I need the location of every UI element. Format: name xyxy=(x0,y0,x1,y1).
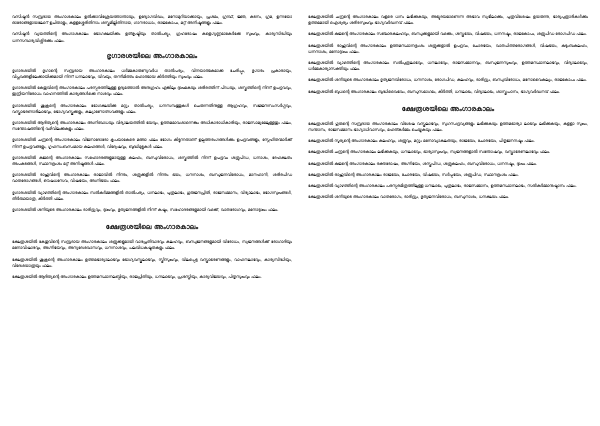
paragraph: ക്ഷേത്രശയിൽ സൂര്യന്റെ അംഗാരകാലം കലഹവും, ശത്രുവും, മറ്റും മനോവ്യാകുലതയും, രാജഭയം, ചോരഭയം, പിതൃജനനഷ്ടം ഫലം. xyxy=(308,138,535,144)
paragraph: ക്ഷേത്രശയിൽ ആദിത്യന്റെ അംഗാരകാലം ഉത്തമസ്ഥാനലബ്ധിയും, രാജപ്രീതിയും, ധനലാഭവും, പ്രശസ്തിയും, കാര്യവിജയവും, പിതൃസുഖവും ഫലം. xyxy=(12,274,262,280)
paragraph: ക്ഷേത്രശയിൽ വ്യാഴത്തിന്റെ അംഗാരകാലം പരസ്പരമിത്രത്തിലുള്ള ധനലാഭം, പുത്രലാഭം, രാജസമ്മാനം, ഉത്തമസ്ഥാനലാഭം, സൽകർമ്മാനുഷ്ഠാനം ഫലം. xyxy=(308,183,577,189)
paragraph: ഭൃഗാരശയിൽ രാഹുവിന്റെ അംഗാരകാലം രാജാവിൽ നിന്നും, ശത്രുക്കളിൽ നിന്നും ഭയം, ധനനാശം, ബന്ധുജനവിരോധം, മാനഹാനി, ശരീരപീഡ വാതരോഗങ്ങൾ, ഔഷധസേവ, വിഷഭയം, അഗ്നിഭയം ഫലം. xyxy=(12,172,292,184)
paragraph: ഭൃഗാരശയിൽ ശുക്രന്റെ അംഗാരകാലം ഭോഗക്ഷയിക്കു മറ്റും താൽപര്യും, ധനസമ്പത്തുകൾ ചെരുന്നതിനുള്ള ആഗ്രഹവും, സജ്ജനസംസർഗ്ഗവും, വസ്ത്രാഭരണാദിലാഭവും, ഭോഗ്യവസ്തുക്കളും, കല്യാണോത്സവങ്ങളും ഫലം. xyxy=(12,102,292,114)
section-heading: ക്ഷേത്രശയിലെ അംഗാരകാലം xyxy=(401,104,495,113)
right-column xyxy=(308,14,588,416)
paragraph: ക്ഷേത്രശയിൽ ബുധന്റെ അംഗാരകാലം ബുദ്ധിവൈഭവം, ബന്ധുസമാഗമം, കീർത്തി, ധനലാഭം, വിദ്യാലാഭം, ശാസ്ത്രപഠനം, ഭാഗ്യവർദ്ധനവ് ഫലം. xyxy=(308,88,561,94)
paragraph: ഭൃഗാരശയിൽ ആദിത്യന്റെ അംഗാരകാലം അഗ്നിബാധയും വിദ്യാലയത്തിൽ ഭയവും, ഉത്തമമാവശാന്നെങ്കും അധികാരാധികാരിയും, രാജസാമ്യമേലുള്ളതും ഫലം, സന്തോഷത്തിന്റെ വഴിവിലക്കുകളും ഫലം. xyxy=(12,120,292,132)
paragraph: ക്ഷേത്രശയിൽ ശുക്രന്റെ അംഗാരകാലം ഉത്തമഭാര്യാലാഭവും ഭോഗ്യവസ്തുലാഭവും, സ്ത്രീസുഖവും, വിലപ്പെട്ട വസ്ത്രാഭരണങ്ങളും, വാഹനലാഭവും, കാര്യസിദ്ധിയും, വിദേശയാത്രയും ഫലം. xyxy=(12,256,292,268)
paragraph: ഭൃഗാരശയിൽ ശനിയുടെ അംഗാരകാലം ദാരിദ്ര്യവും, ദുഃഖവും, ഭൃത്യജനങ്ങളിൽ നിന്ന് കഷ്ടം, സഹോദരങ്ങളുമായി വഴക്ക്, വാതരോഗവും, മനോദുഃഖം ഫലം. xyxy=(12,207,279,213)
paragraph: ക്ഷേത്രശയിൽ രാഹുവിന്റെ അംഗാരകാലം ഉത്തമസ്ഥാനഭ്രംശം ശത്രുക്കളാൽ ഉപദ്രവം, ചോരഭയം, വാതപിത്തരോഗങ്ങൾ, വിഷഭയം, കുടുംബകലഹം, ധനനാശം, മനോദുഃഖം ഫലം. xyxy=(308,42,588,54)
paragraph: ഭൃഗാരശയിൽ ചന്ദ്രന്റെ അംഗാരകാലം വിജനാദോദോ കൃപയാകേരെ മങ്ങാ ഫലം ഭോഗം കിട്ടുന്നതാണ് ഉല്പത്തരംഗങ്ങൾക്കും ഉപദ്രവങ്ങളും, സ്നേഹിതന്മാർക്ക് നിന്ന് ഉപദ്രവങ്ങളും, ഗൃഹസംബന്ധമായ കലഹങ്ങൾ, വിദ്വേഷവും, ബുദ്ധിമുട്ടുകൾ ഫലം. xyxy=(12,137,292,149)
paragraph: വസിഷ്ഠൻ വ്യയത്തിന്റെ അംഗാശകാലം ഭോഗക്ഷയിക്കും ഉത്കൃഷ്ടിയും താൽപര്യും, ഗ്രഹദോഷം കളെഗ്യണ്ണമാകേർക്കേ സുഖവും, കാര്യസിദ്ധിയും ധനസമ്പാദ്യവിശ്ശിരക്കും ഫലം. xyxy=(12,31,292,43)
paragraph: ക്ഷേത്രശയിൽ ചന്ദ്രന്റെ അംഗാരകാലം വളരെ ധനം ലഭിക്കുകയും, അഭ്യുദയമാണെന്ന അഭാവ സ്വഭിലാക്കും, പുത്രവിശേഷം ഉയരുന്നു, ഭാര്യപുത്രാദികൾക്കും ഉത്തമമായി ഐശ്വര്യം ശരീരസുഖവും ഭാഗ്യവർദ്ധനവ് ഫലം. xyxy=(308,14,588,26)
paragraph: ക്ഷേത്രശയിൽ വ്യാഴത്തിന്റെ അംഗാരകാലം സൽപുത്രലാഭവും, ധനലാഭവും, രാജസമ്മാനവും, ബന്ധുജനസുഖവും, ഉത്തമസ്ഥാനലാഭവും, വിദ്യാലാഭവും, ധർമ്മകാര്യാസക്തിയും ഫലം. xyxy=(308,60,588,72)
section-heading: ക്ഷേത്രശയിലെ അംഗാരകാലം xyxy=(105,223,199,232)
paragraph: ക്ഷേത്രശയിൽ കുജന്റെ അംഗാരകാലം സഞ്ചാരകലഹവും, ബന്ധുക്കളുമായി വഴക്കും, ശസ്ത്രഭയം, വിഷഭയം, ധനനഷ്ടം, രാജകോപം, ശത്രുപീഡ രോഗപീഡ ഫലം. xyxy=(308,31,587,37)
paragraph: വസിഷ്ഠൻ സമ്പ്രദായ അംഗാശകാലം ഉൽക്കാവിശ്രേയത്താന്തായും, ഉദ്യോഗവിദ്ധം, മനോമുറിയാക്കായും, പ്രശമം, ഗ്രന്ഥ്, ജ്ഞ, കടനം, ഗ്രമ, ഉന്നയോ ഓരോങ്ങളായലോറ് ഉചിതാളും, കുളളശ്ശേരിതിനാം ശസ്ത്രമില്ലിതിനായ, ഗാനരാധാം, രാജകോപം, മറ്റ് അനിഷ്ടങ്ങളും ഫലം. xyxy=(12,14,292,26)
section-heading: ഭൃഗാരശയിലെ അംഗാരകാലം xyxy=(106,51,198,60)
paragraph: ക്ഷേത്രശയിൽ രാഹുവിന്റെ അംഗാരകാലം രാജഭയം, ചോരഭയം, വിഷഭയം, സർപ്പഭയം, ശത്രുപീഡ, സ്ഥാനഭ്രംശം ഫലം. xyxy=(308,171,519,177)
paragraph: ക്ഷേത്രശയിൽ ഗുരുന്റെ സമ്പ്രദായ അംഗാരകാലം വിശേഷ വസ്ത്രലാഭവും, സുഗന്ധദ്രവ്യങ്ങളും ലഭിക്കുകയും ഉത്തമഭാര്യാ ലാഭവും ലഭിക്കുകയും, കളളാ സുഖം, സന്താനം, രാജസമ്മാനം ഭാഗ്യാധിവാസവും, മഹത്കർമ്മം ചെയ്യുകയും ഫലം. xyxy=(308,120,588,133)
paragraph: ഭൃഗാരശയിൽ ഭൃഗാന്റെ സമ്പ്രദായ അംഗാരകാലം ധർമ്മകാരുണ്യവർധ താൽപര്യം, വിനയാത്മകമാക്ക ചേരിപ്പും, ഭൃഗാരം പ്രകാരായും, വിപ്ലവങ്ങളിലേക്കായിക്കുമായി നിന്ന് ധനലാഭവും, വിവയും, തന്നീമിത്തം മഹാത്മായ കീർത്തിയും സുഖവും ഫലം. xyxy=(12,67,292,80)
paragraph: ക്ഷേത്രശയിൽ ശനിയുടെ അംഗാരകാലം വാതരോഗം, ദാരിദ്ര്യം, ഭൃത്യജനവിരോധം, ബന്ധുനാശം, ധനക്ഷയം ഫലം. xyxy=(308,194,510,200)
paragraph: ക്ഷേത്രശയിൽ കുജന്റെ അംഗാരകാലം രക്തദോഷം, അഗ്നിഭയം, ശസ്ത്രപീഡ, ശത്രുകലഹം, ബന്ധുവിരോധം, ധനനഷ്ടം, ദുഃഖം ഫലം. xyxy=(308,160,538,166)
left-column xyxy=(12,14,292,416)
paragraph: ക്ഷേത്രശയിൽ ചന്ദ്രന്റെ അംഗാരകാലം ലഭിക്കുകയും, ധനലാഭവും, ഭാര്യാസുഖവും, സ്വജനങ്ങളാൽ സന്തോഷവും, വസ്ത്രാഭരണലാഭവും ഫലം. xyxy=(308,149,551,155)
paragraph: ഭൃഗാരശയിൽ കേതുവിന്റെ അംഗാരകാലം പരസ്പരത്തിലുള്ള ഉദ്യമത്താൽ അനുഗ്രഹം എങ്കിലും ദുഃഖമകയും ശരീരത്തിന് പീഡയും, ശസ്ത്രത്തിന്റെ നിന്ന് ഉപദ്രവവും, ഇന്ദ്രിയനിരോധം വാഹനത്തിൽ കാര്യങ്ങൾക്കെ നാശവും ഫലം. xyxy=(12,85,292,97)
paragraph: ഭൃഗാരശയിൽ വ്യാഴത്തിന്റെ അംഗാരകാലം സൽകർമ്മങ്ങളിൽ താൽപര്യം, ധനലാഭം, പുത്രലാഭം, ഗുരുജനപ്രീതി, രാജസമ്മാനം, വിദ്യാലാഭം, ഭോഗസുഖങ്ങൾ, തീർത്ഥയാത്ര, കീർത്തി ഫലം. xyxy=(12,189,292,201)
paragraph: ഭൃഗാരശയിൽ കുജന്റെ അംഗാരകാലം സഹോദരങ്ങളുമായുള്ള കലഹം, ബന്ധുവിരോധം, ശസ്ത്രത്തിൽ നിന്ന് ഉപദ്രവം ശത്രുപീഡ, ധനാശം, ദേഹക്ഷതം അപകടങ്ങൾ, സ്ഥാനഭ്രംശം മറ്റ് അനിഷ്ടങ്ങൾ ഫലം. xyxy=(12,154,292,167)
paragraph: ക്ഷേത്രശയിൽ കേതുവിന്റെ സമ്പ്രദായ അംഗാരകാലം ശത്രുക്കളുമായി വാദപ്രതിവാദവും കലഹവും, ബന്ധുജനങ്ങളുമായി വിരോധം, സ്വജനങ്ങൾക്ക് രോഗാദിയും മനോവിഷാദവും, അഗ്നിഭയവും, അന്യദേശവാസവും, ധനനാശവും, പലവിധകഷ്ടതകളും ഫലം. xyxy=(12,239,292,251)
paragraph: ക്ഷേത്രശയിൽ ശനിയുടെ അംഗാരകാലം ഭൃത്യജനവിരോധം, ധനനാശം, രോഗപീഡ, കലഹവും, ദാരിദ്ര്യം, ബന്ധുവിരോധം, മനോവൈകല്യം, രാജകോപം ഫലം. xyxy=(308,77,587,83)
